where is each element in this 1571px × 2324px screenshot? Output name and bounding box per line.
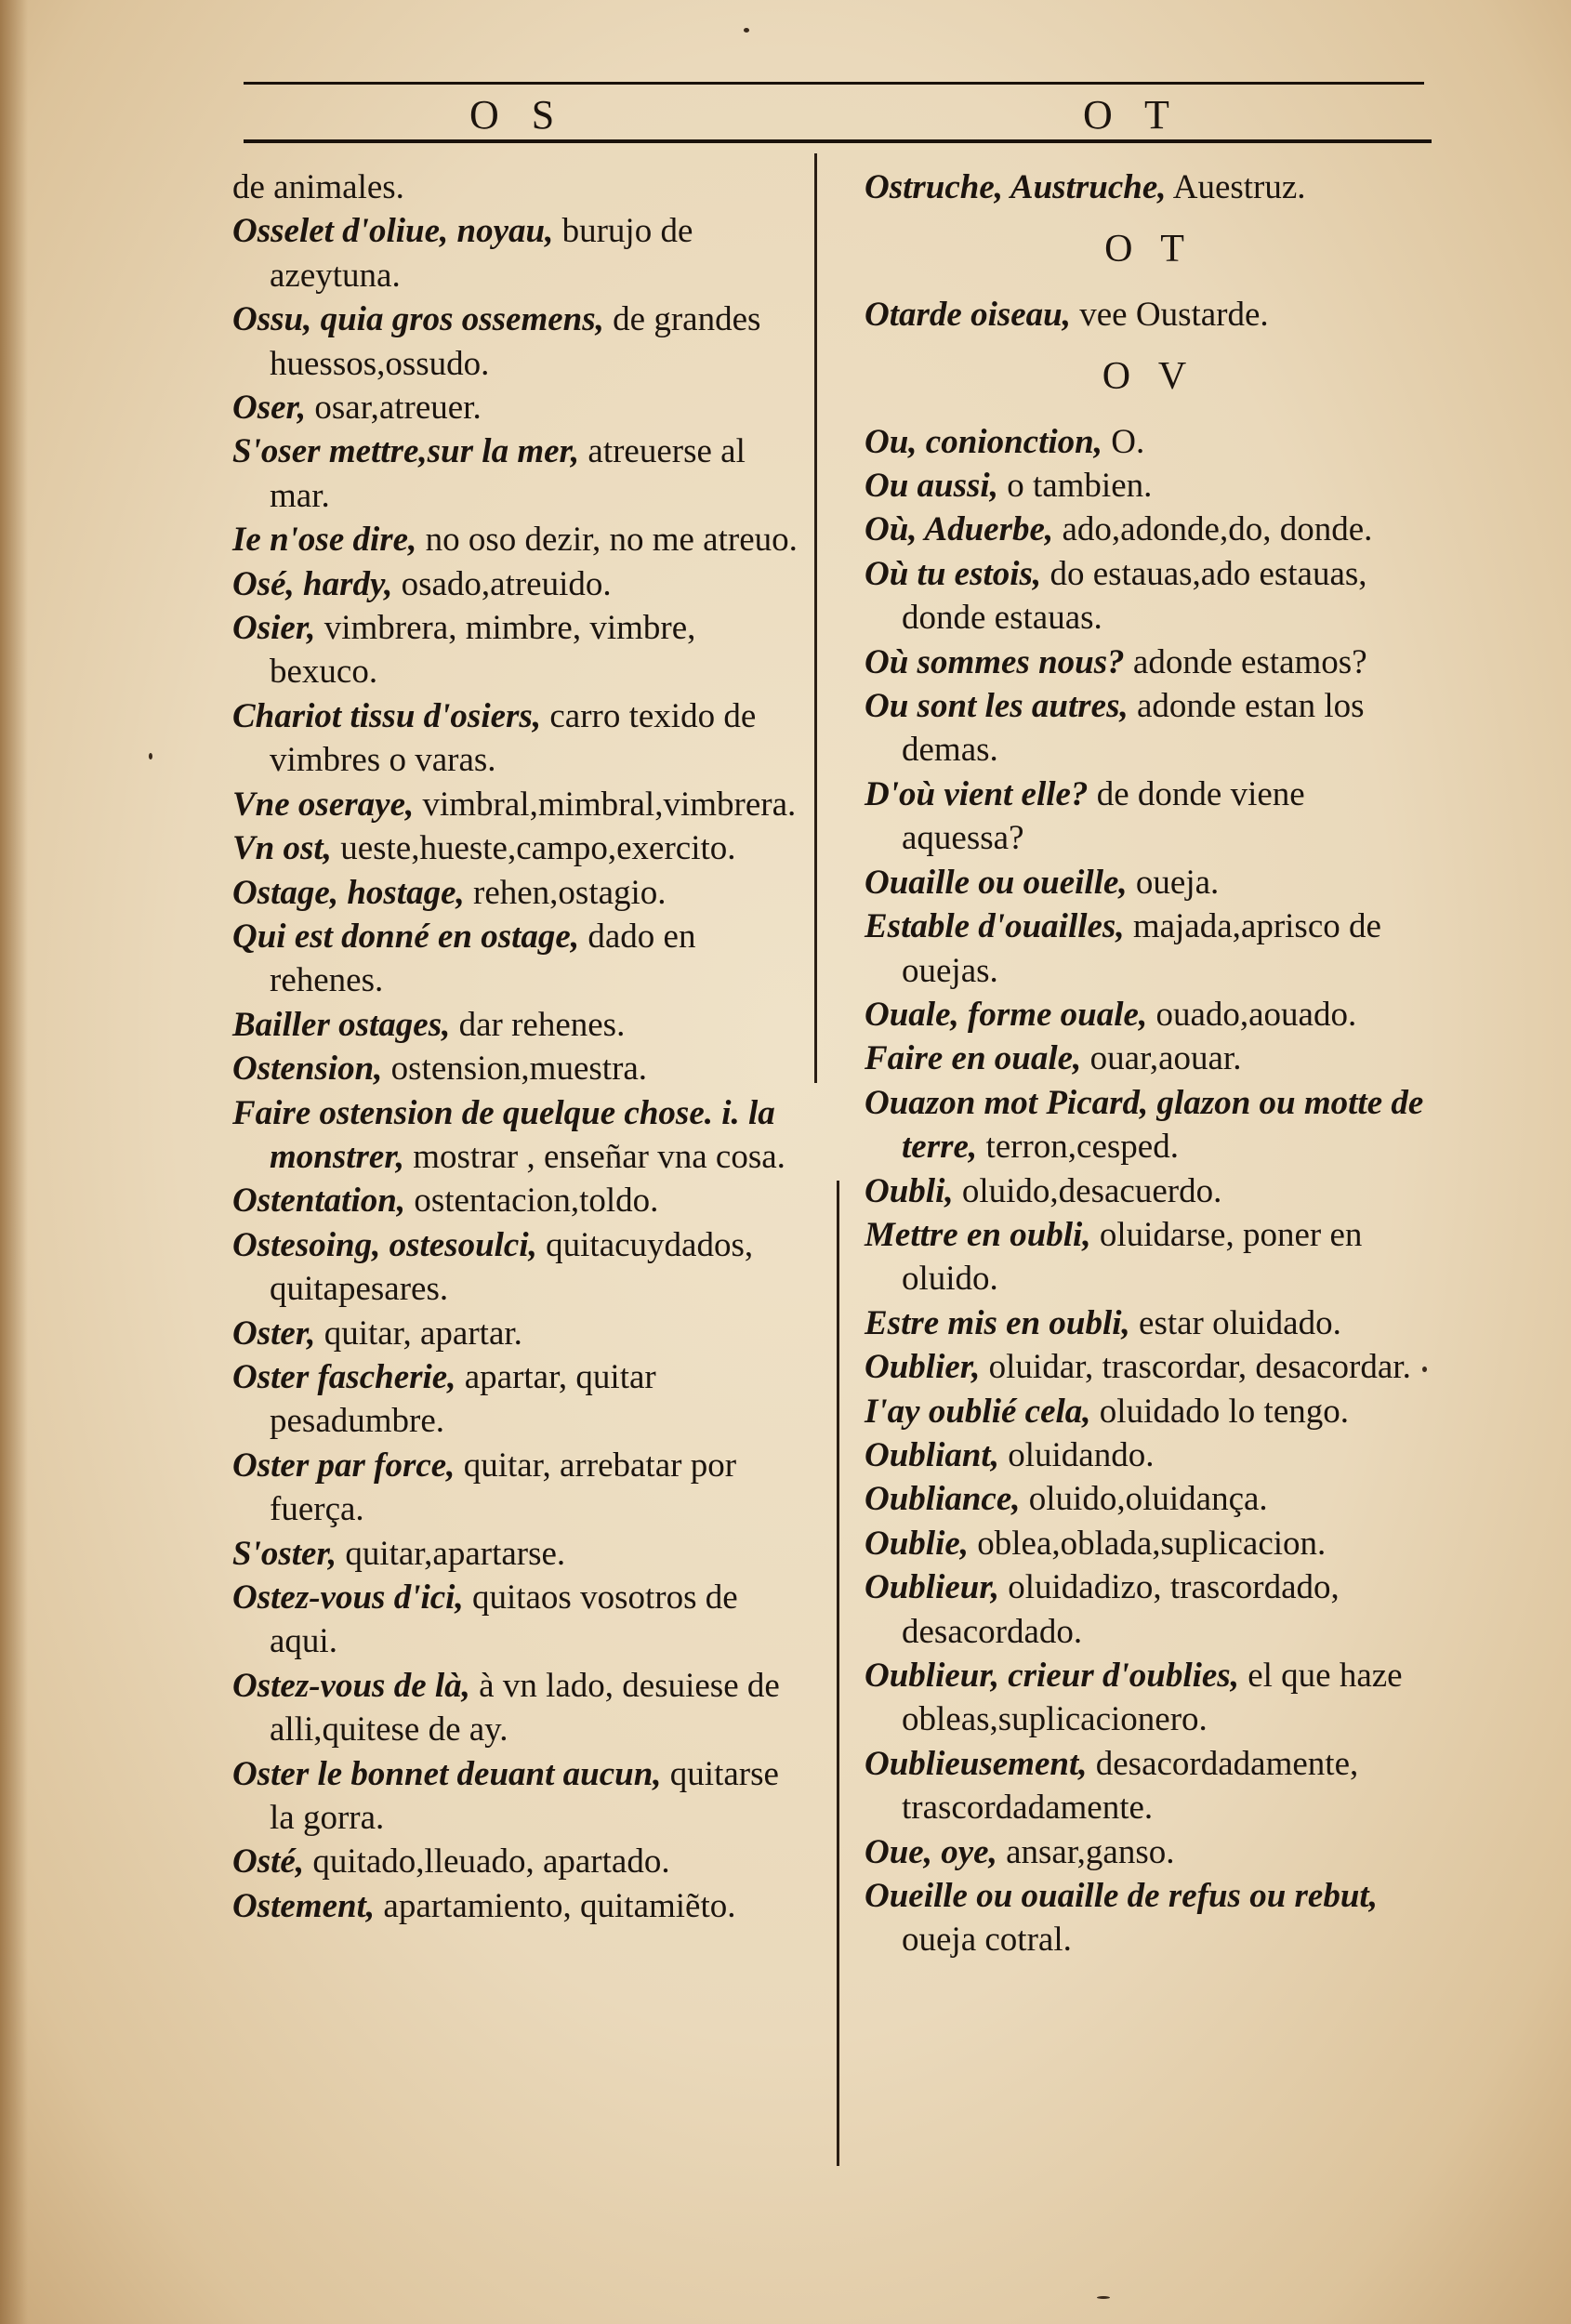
ink-speck [1422, 1367, 1427, 1372]
dictionary-entry: S'oster, quitar,apartarse. [232, 1534, 566, 1573]
dictionary-entry: Oster fascherie, apartar, quitar pesadumbre. [232, 1357, 656, 1441]
ink-speck [149, 753, 152, 759]
dictionary-entry: I'ay oublié cela, oluidado lo tengo. [865, 1392, 1350, 1431]
column-divider-lower [837, 1181, 839, 2166]
dictionary-entry: Ouale, forme ouale, ouado,aouado. [865, 995, 1357, 1034]
dictionary-entry: Où sommes nous? adonde estamos? [865, 642, 1367, 681]
dictionary-entry: Ostruche, Austruche, Auestruz. [865, 168, 1306, 206]
dictionary-entry: Oser, osar,atreuer. [232, 389, 482, 428]
dictionary-entry: Oublieusement, desacordadamente, trascordadamente. [865, 1744, 1359, 1828]
dictionary-entry: S'oser mettre,sur la mer, atreuerse al mar. [232, 432, 746, 515]
dictionary-entry: Où tu estois, do estauas,ado estauas, donde estauas. [865, 554, 1367, 638]
dictionary-entry: Oster par force, quitar, arrebatar por fuerça. [232, 1446, 737, 1529]
column-divider-upper [814, 153, 817, 1083]
dictionary-entry: Faire ostension de quelque chose. i. la monstrer, mostrar , enseñar vna cosa. [232, 1093, 786, 1176]
header-rule-bottom [244, 139, 1432, 143]
dictionary-entry: Ostage, hostage, rehen,ostagio. [232, 873, 667, 912]
dictionary-entry: D'où vient elle? de donde viene aquessa? [865, 774, 1305, 858]
dictionary-entry: Ostez-vous d'ici, quitaos vosotros de aqui. [232, 1578, 738, 1661]
dictionary-entry: Oubliant, oluidando. [865, 1435, 1155, 1474]
dictionary-entry: Ou sont les autres, adonde estan los demas. [865, 687, 1365, 770]
dictionary-entry: Ostez-vous de là, à vn lado, desuiese de alli,quitese de ay. [232, 1666, 780, 1750]
dictionary-entry: Oublier, oluidar, trascordar, desacordar. [865, 1348, 1411, 1387]
header-right-letters: O T [1083, 92, 1181, 138]
dictionary-entry: Ostement, apartamiento, quitamiẽto. [232, 1886, 736, 1925]
dictionary-entry: Osier, vimbrera, mimbre, vimbre, bexuco. [232, 609, 696, 692]
dictionary-entry: Otarde oiseau, vee Oustarde. [865, 295, 1269, 334]
dictionary-entry: Chariot tissu d'osiers, carro texido de vimbres o varas. [232, 696, 757, 780]
dictionary-entry: Mettre en oubli, oluidarse, poner en oluido. [865, 1215, 1363, 1299]
dictionary-entry: de animales. [232, 168, 404, 206]
dictionary-entry: Osé, hardy, osado,atreuido. [232, 564, 612, 603]
page-edge-shadow [0, 0, 28, 2324]
section-heading-ov: O V [1102, 355, 1196, 399]
dictionary-entry: Vne oseraye, vimbral,mimbral,vimbrera. [232, 785, 797, 824]
dictionary-entry: Ou, conionction, O. [865, 422, 1145, 461]
dictionary-entry: Oue, oye, ansar,ganso. [865, 1832, 1175, 1871]
dictionary-entry: Où, Aduerbe, ado,adonde,do, donde. [865, 510, 1373, 549]
dictionary-entry: Osté, quitado,lleuado, apartado. [232, 1842, 670, 1882]
dictionary-entry: Faire en ouale, ouar,aouar. [865, 1039, 1242, 1078]
dictionary-entry: Ostesoing, ostesoulci, quitacuydados, quitapesares. [232, 1225, 754, 1309]
dictionary-entry: Qui est donné en ostage, dado en rehenes. [232, 917, 696, 1000]
dictionary-entry: Osselet d'oliue, noyau, burujo de azeytuna. [232, 212, 693, 295]
header-left-letters: O S [469, 92, 566, 138]
right-column [865, 165, 1433, 1962]
dictionary-entry: Oubliance, oluido,oluidança. [865, 1480, 1268, 1519]
dictionary-entry: Estable d'ouailles, majada,aprisco de ouejas. [865, 907, 1381, 990]
dictionary-entry: Ostentation, ostentacion,toldo. [232, 1182, 659, 1221]
left-column [232, 165, 801, 1928]
header-rule-top [244, 82, 1424, 85]
dictionary-entry: Oubli, oluido,desacuerdo. [865, 1171, 1222, 1210]
dictionary-entry: Bailler ostages, dar rehenes. [232, 1005, 626, 1044]
dictionary-entry: Ie n'ose dire, no oso dezir, no me atreuo. [232, 521, 798, 560]
dictionary-entry: Oster, quitar, apartar. [232, 1314, 522, 1353]
dictionary-entry: Oublieur, oluidadizo, trascordado, desacordado. [865, 1568, 1340, 1651]
ink-speck [1097, 2296, 1110, 2299]
dictionary-entry: Oueille ou ouaille de refus ou rebut, oueja cotral. [865, 1877, 1378, 1960]
dictionary-entry: Ossu, quia gros ossemens, de grandes huessos,ossudo. [232, 300, 761, 383]
dictionary-entry: Estre mis en oubli, estar oluidado. [865, 1303, 1341, 1342]
ink-speck [744, 28, 749, 33]
dictionary-entry: Ostension, ostension,muestra. [232, 1050, 648, 1089]
dictionary-entry: Ouaille ou oueille, oueja. [865, 863, 1220, 902]
dictionary-entry: Vn ost, ueste,hueste,campo,exercito. [232, 829, 736, 868]
dictionary-entry: Oster le bonnet deuant aucun, quitarse la gorra. [232, 1754, 779, 1838]
dictionary-entry: Ouazon mot Picard, glazon ou motte de terre, terron,cesped. [865, 1083, 1424, 1167]
dictionary-entry: Oublie, oblea,oblada,suplicacion. [865, 1524, 1327, 1563]
section-heading-ot: O T [1104, 228, 1194, 271]
dictionary-entry: Ou aussi, o tambien. [865, 467, 1153, 506]
dictionary-entry: Oublieur, crieur d'oublies, el que haze obleas,suplicacionero. [865, 1657, 1403, 1739]
